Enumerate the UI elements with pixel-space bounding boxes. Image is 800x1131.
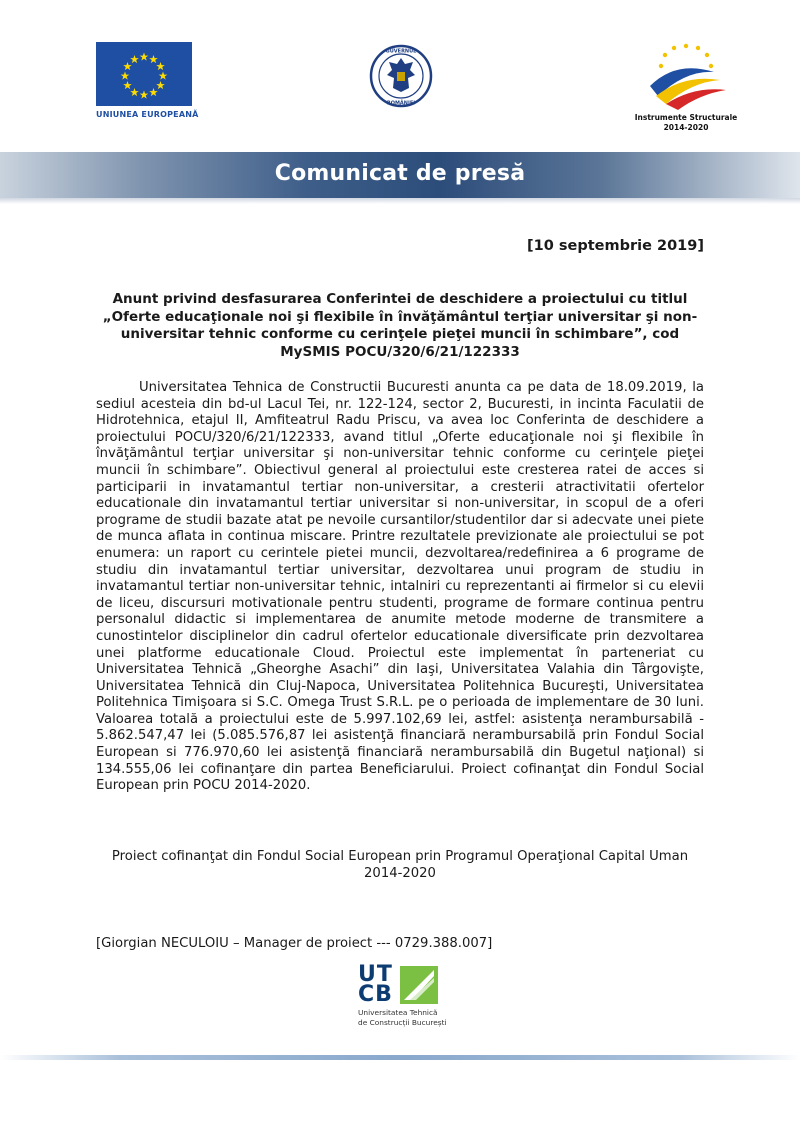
eu-logo: [96, 42, 199, 119]
release-date: [10 septembrie 2019]: [527, 238, 704, 254]
cofinance-note: [96, 848, 704, 882]
cofinance-line-1: Proiect cofinanţat din Fondul Social European prin Programul Operaţional Capital Uman: [111, 849, 689, 864]
cofinance-line-2: 2014-2020: [364, 866, 436, 881]
svg-text:GUVERNUL: GUVERNUL: [385, 48, 417, 55]
structural-instruments-logo: [636, 40, 736, 136]
structural-years: 2014-2020: [663, 123, 709, 132]
announcement-headline: Anunt privind desfasurarea Conferintei de deschidere a proiectului cu titlul „Oferte educaţionale noi şi flexibile în învăţământul terţiar universitar şi non-universitar tehnic conforme cu cerinţele pieţei muncii în schimbare”, cod MySMIS POCU/320/6/21/122333: [102, 291, 698, 361]
utcb-wordmark-top: UT: [358, 962, 393, 987]
utcb-wordmark-bottom: CB: [358, 982, 393, 1007]
project-manager-contact: [Giorgian NECULOIU – Manager de proiect --- 0729.388.007]: [96, 936, 493, 951]
structural-label: Instrumente Structurale: [634, 113, 738, 122]
announcement-body: Universitatea Tehnica de Constructii Bucuresti anunta ca pe data de 18.09.2019, la sediul acesteia din bd-ul Lacul Tei, nr. 122-124, sector 2, Bucuresti, in incinta Faculatii de Hidrotehnica, etajul II, Amfiteatrul Radu Priscu, va avea loc Conferinta de deschidere a proiectului POCU/320/6/21/122333, avand titlul „Oferte educaţionale noi şi flexibile în învăţământul terţiar universitar şi non-universitar tehnic conforme cu cerinţele pieţei muncii în schimbare”. Obiectivul general al proiectului este cresterea ratei de acces si participarii in invatamantul tertiar non-universitar, a cresterii atractivitatii ofertelor educationale din invatamantul tertiar universitar si non-universitar, in scopul de a oferi programe de studii bazate atat pe nevoile cursantilor/studentilor dar si adecvate unei piete de munca aflata in continua miscare. Printre rezultatele previzionate ale proiectului se pot enumera: un raport cu cerintele pietei muncii, dezvoltarea/redefinirea a 6 programe de studiu din invatamantul tertiar universitar, dezvoltarea unui program de studiu in invatamantul tertiar non-universitar tehnic, intalniri cu reprezentanti ai firmelor si cu elevii de liceu, discursuri motivationale pentru studenti, programe de formare continua pentru personalul didactic si implementarea de anumite metode moderne de transmitere a cunostintelor disciplinelor din cadrul ofertelor educationale diversificate prin dezvoltarea unei platforme educationale Cloud. Proiectul este implementat în parteneriat cu Universitatea Tehnică „Gheorghe Asachi” din Iaşi, Universitatea Valahia din Târgovişte, Universitatea Tehnică din Cluj-Napoca, Universitatea Politehnica Bucureşti, Universitatea Politehnica Timişoara si S.C. Omega Trust S.R.L. pe o perioada de implementare de 30 luni. Valoarea totală a proiectului este de 5.997.102,69 lei, astfel: asistenţa nerambursabilă - 5.862.547,47 lei (5.085.576,87 lei asistenţă financiară nerambursabilă prin Fondul Social European si 776.970,60 lei asistenţă financiară nerambursabilă din Bugetul naţional) si 134.555,06 lei cofinanţare din partea Beneficiarului. Proiect cofinanţat din Fondul Social European prin POCU 2014-2020.: [96, 380, 704, 794]
structural-swoosh-icon: [636, 40, 736, 112]
banner-title: Comunicat de presă: [274, 161, 526, 186]
utcb-emblem-icon: [400, 966, 438, 1004]
utcb-name-line-2: de Construcții București: [358, 1018, 447, 1027]
government-seal-icon: [369, 44, 433, 108]
press-release-banner: [0, 152, 800, 198]
utcb-logo: [358, 962, 448, 1030]
utcb-name-line-1: Universitatea Tehnică: [358, 1008, 438, 1017]
eu-label: UNIUNEA EUROPEANĂ: [96, 110, 199, 119]
svg-text:ROMÂNIEI: ROMÂNIEI: [386, 100, 416, 107]
eu-flag-icon: [96, 42, 192, 106]
footer-divider: [0, 1055, 800, 1060]
